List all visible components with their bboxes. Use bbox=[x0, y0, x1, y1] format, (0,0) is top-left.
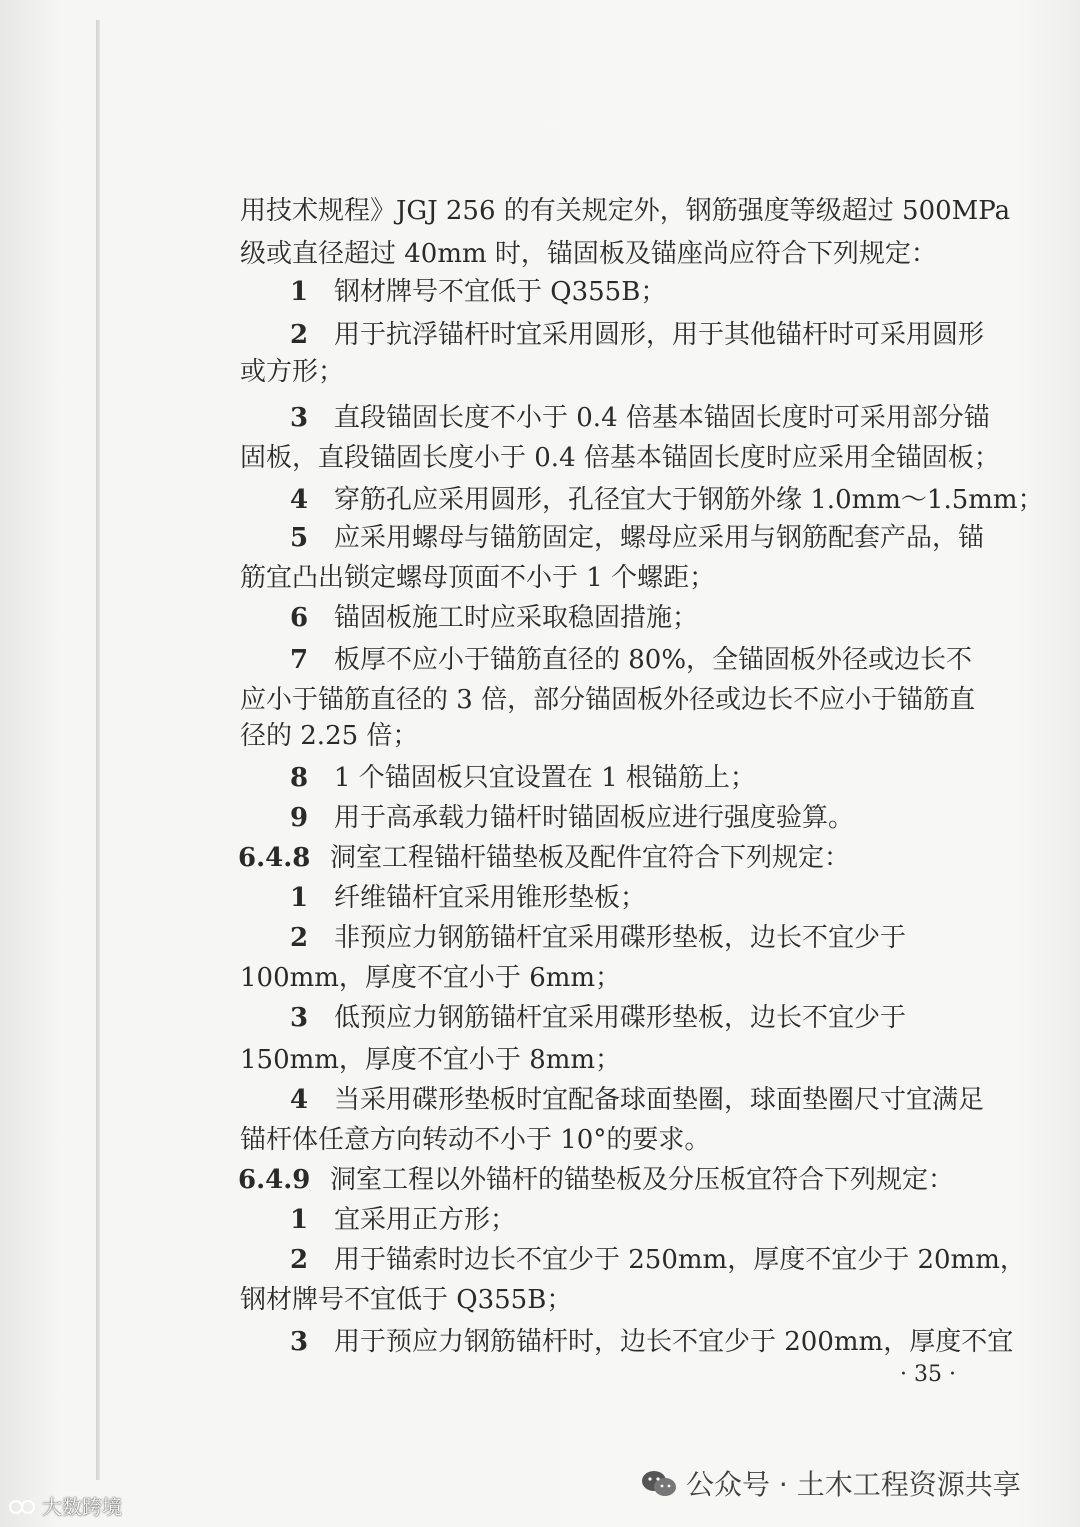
text-line bbox=[0, 958, 1080, 998]
continuation-text: 150mm，厚度不宜小于 8mm； bbox=[240, 1045, 622, 1075]
text-line bbox=[0, 315, 1080, 355]
continuation-text: 或方形； bbox=[240, 357, 345, 387]
text-line bbox=[0, 1280, 1080, 1320]
clause-text: 洞室工程锚杆锚垫板及配件宜符合下列规定： bbox=[330, 843, 851, 873]
item-number: 1 bbox=[290, 883, 309, 913]
text-line bbox=[0, 998, 1080, 1038]
item-number: 8 bbox=[290, 763, 309, 793]
item-text: 穿筋孔应采用圆形，孔径宜大于钢筋外缘 1.0mm～1.5mm； bbox=[334, 485, 1044, 515]
text-line bbox=[0, 878, 1080, 918]
item-number: 4 bbox=[290, 485, 309, 515]
item-text: 非预应力钢筋锚杆宜采用碟形垫板，边长不宜少于 bbox=[334, 923, 907, 953]
item-number: 7 bbox=[290, 645, 309, 675]
continuation-text: 径的 2.25 倍； bbox=[240, 721, 419, 751]
item-number: 1 bbox=[290, 1205, 309, 1235]
item-text: 用于预应力钢筋锚杆时，边长不宜少于 200mm，厚度不宜 bbox=[334, 1327, 1014, 1357]
text-line bbox=[0, 191, 1080, 231]
continuation-text: 筋宜凸出锁定螺母顶面不小于 1 个螺距； bbox=[240, 563, 716, 593]
continuation-text: 应小于锚筋直径的 3 倍，部分锚固板外径或边长不应小于锚筋直 bbox=[240, 685, 976, 715]
item-text: 1 个锚固板只宜设置在 1 根锚筋上； bbox=[334, 763, 756, 793]
item-text: 直段锚固长度不小于 0.4 倍基本锚固长度时可采用部分锚 bbox=[334, 403, 990, 433]
item-number: 4 bbox=[290, 1085, 309, 1115]
item-text: 锚固板施工时应采取稳固措施； bbox=[334, 603, 699, 633]
item-text: 用于抗浮锚杆时宜采用圆形，用于其他锚杆时可采用圆形 bbox=[334, 320, 985, 350]
watermark-account-text: 公众号 · 土木工程资源共享 bbox=[686, 1468, 1021, 1501]
continuation-text: 钢材牌号不宜低于 Q355B； bbox=[240, 1285, 573, 1315]
wechat-icon bbox=[640, 1467, 678, 1497]
text-line bbox=[0, 1120, 1080, 1160]
text-line bbox=[0, 518, 1080, 558]
clause-number: 6.4.8 bbox=[238, 843, 311, 873]
item-text: 钢材牌号不宜低于 Q355B； bbox=[334, 277, 667, 307]
watermark-brand-text: 大数跨境 bbox=[42, 1495, 122, 1519]
text-line bbox=[0, 918, 1080, 958]
item-text: 板厚不应小于锚筋直径的 80%，全锚固板外径或边长不 bbox=[334, 645, 973, 675]
item-number: 1 bbox=[290, 277, 309, 307]
item-number: 9 bbox=[290, 803, 309, 833]
item-number: 2 bbox=[290, 923, 309, 953]
item-number: 2 bbox=[290, 1245, 309, 1275]
text-line bbox=[0, 1040, 1080, 1080]
text-line bbox=[0, 558, 1080, 598]
text-line bbox=[0, 640, 1080, 680]
continuation-text: 用技术规程》JGJ 256 的有关规定外，钢筋强度等级超过 500MPa bbox=[240, 196, 1011, 226]
text-line bbox=[0, 480, 1080, 520]
item-text: 纤维锚杆宜采用锥形垫板； bbox=[334, 883, 647, 913]
text-line bbox=[0, 352, 1080, 392]
text-line bbox=[0, 716, 1080, 756]
item-text: 当采用碟形垫板时宜配备球面垫圈，球面垫圈尺寸宜满足 bbox=[334, 1085, 985, 1115]
watermark-brand bbox=[8, 1492, 168, 1522]
page-number: · 35 · bbox=[900, 1362, 956, 1387]
text-line bbox=[0, 1240, 1080, 1280]
item-text: 低预应力钢筋锚杆宜采用碟形垫板，边长不宜少于 bbox=[334, 1003, 907, 1033]
item-text: 应采用螺母与锚筋固定，螺母应采用与钢筋配套产品，锚 bbox=[334, 523, 985, 553]
text-line bbox=[0, 1160, 1080, 1200]
watermark-account bbox=[640, 1462, 1060, 1508]
text-line bbox=[0, 1322, 1080, 1362]
text-line bbox=[0, 838, 1080, 878]
clause-text: 洞室工程以外锚杆的锚垫板及分压板宜符合下列规定： bbox=[330, 1165, 955, 1195]
text-line bbox=[0, 798, 1080, 838]
item-number: 3 bbox=[290, 403, 309, 433]
text-line bbox=[0, 680, 1080, 720]
item-text: 宜采用正方形； bbox=[334, 1205, 517, 1235]
text-line bbox=[0, 398, 1080, 438]
item-number: 3 bbox=[290, 1003, 309, 1033]
text-line bbox=[0, 758, 1080, 798]
text-line bbox=[0, 1080, 1080, 1120]
item-text: 用于锚索时边长不宜少于 250mm，厚度不宜少于 20mm， bbox=[334, 1245, 1026, 1275]
clause-number: 6.4.9 bbox=[238, 1165, 311, 1195]
text-line bbox=[0, 234, 1080, 274]
item-text: 用于高承载力锚杆时锚固板应进行强度验算。 bbox=[334, 803, 855, 833]
continuation-text: 100mm，厚度不宜小于 6mm； bbox=[240, 963, 622, 993]
text-line bbox=[0, 1200, 1080, 1240]
item-number: 2 bbox=[290, 320, 309, 350]
continuation-text: 级或直径超过 40mm 时，锚固板及锚座尚应符合下列规定： bbox=[240, 239, 937, 269]
continuation-text: 锚杆体任意方向转动不小于 10°的要求。 bbox=[240, 1125, 711, 1155]
item-number: 3 bbox=[290, 1327, 309, 1357]
text-line bbox=[0, 598, 1080, 638]
text-line bbox=[0, 438, 1080, 478]
continuation-text: 固板，直段锚固长度小于 0.4 倍基本锚固长度时应采用全锚固板； bbox=[240, 443, 1000, 473]
item-number: 6 bbox=[290, 603, 309, 633]
item-number: 5 bbox=[290, 523, 309, 553]
logo-icon bbox=[8, 1495, 38, 1515]
text-line bbox=[0, 272, 1080, 312]
